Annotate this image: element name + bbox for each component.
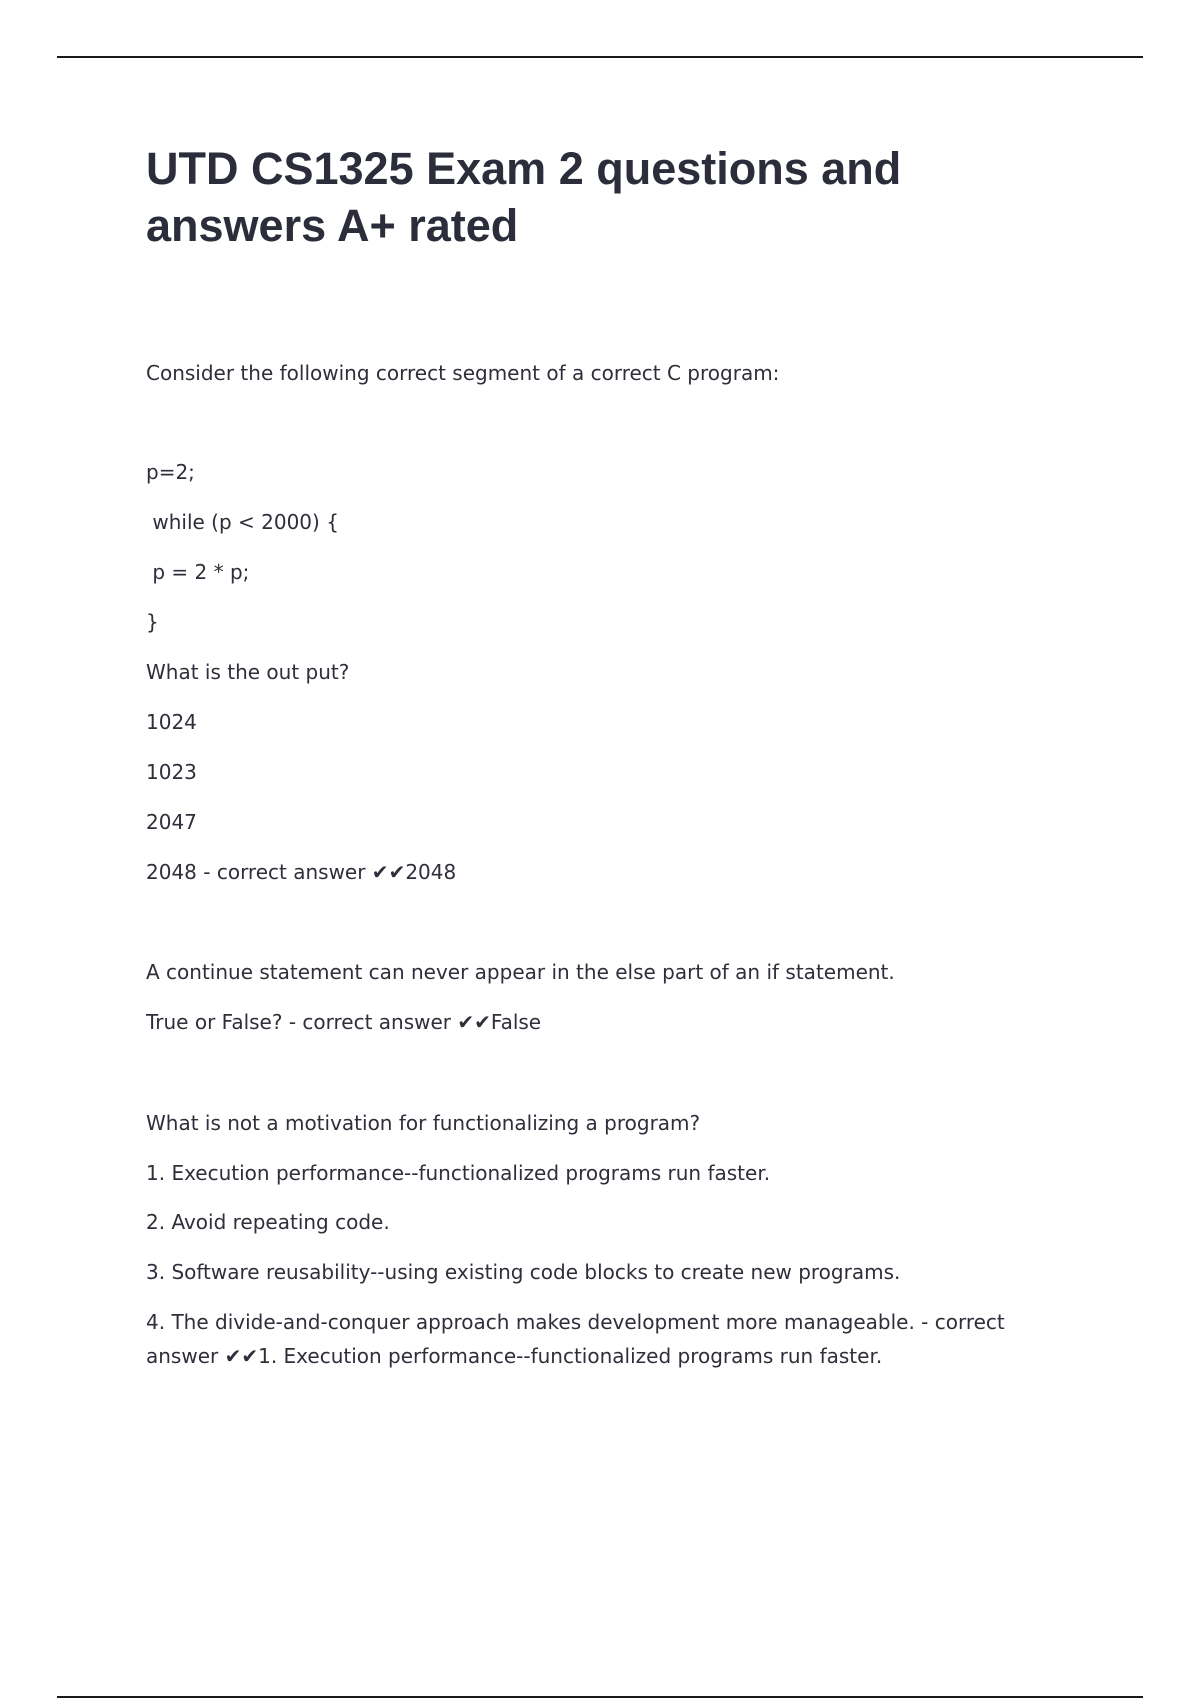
top-rule — [57, 56, 1143, 58]
question-2-answer: True or False? - correct answer ✔✔False — [146, 1010, 542, 1034]
document-title: UTD CS1325 Exam 2 questions and answers A+ rated — [146, 143, 902, 251]
question-1-prompt: Consider the following correct segment of a correct C program: — [146, 361, 780, 385]
question-3-option-1: 1. Execution performance--functionalized programs run faster. — [146, 1161, 771, 1185]
option-3: 2047 — [146, 810, 197, 834]
option-4-answer: 2048 - correct answer ✔✔2048 — [146, 860, 457, 884]
question-3-prompt: What is not a motivation for functionalizing a program? — [146, 1111, 701, 1135]
question-3-option-2: 2. Avoid repeating code. — [146, 1210, 390, 1234]
question-2-prompt: A continue statement can never appear in the else part of an if statement. — [146, 960, 895, 984]
code-line-2: while (p < 2000) { — [146, 510, 339, 534]
code-line-3: p = 2 * p; — [146, 560, 250, 584]
bottom-rule — [57, 1696, 1143, 1698]
option-2: 1023 — [146, 760, 197, 784]
question-3-option-4-answer: 4. The divide-and-conquer approach makes development more manageable. - correct answer ✔✔1. Execution performance--functionalized programs run faster. — [146, 1310, 1005, 1368]
code-line-4: } — [146, 610, 159, 634]
option-1: 1024 — [146, 710, 197, 734]
code-line-1: p=2; — [146, 460, 195, 484]
question-3-option-3: 3. Software reusability--using existing code blocks to create new programs. — [146, 1260, 901, 1284]
question-1-ask: What is the out put? — [146, 660, 350, 684]
